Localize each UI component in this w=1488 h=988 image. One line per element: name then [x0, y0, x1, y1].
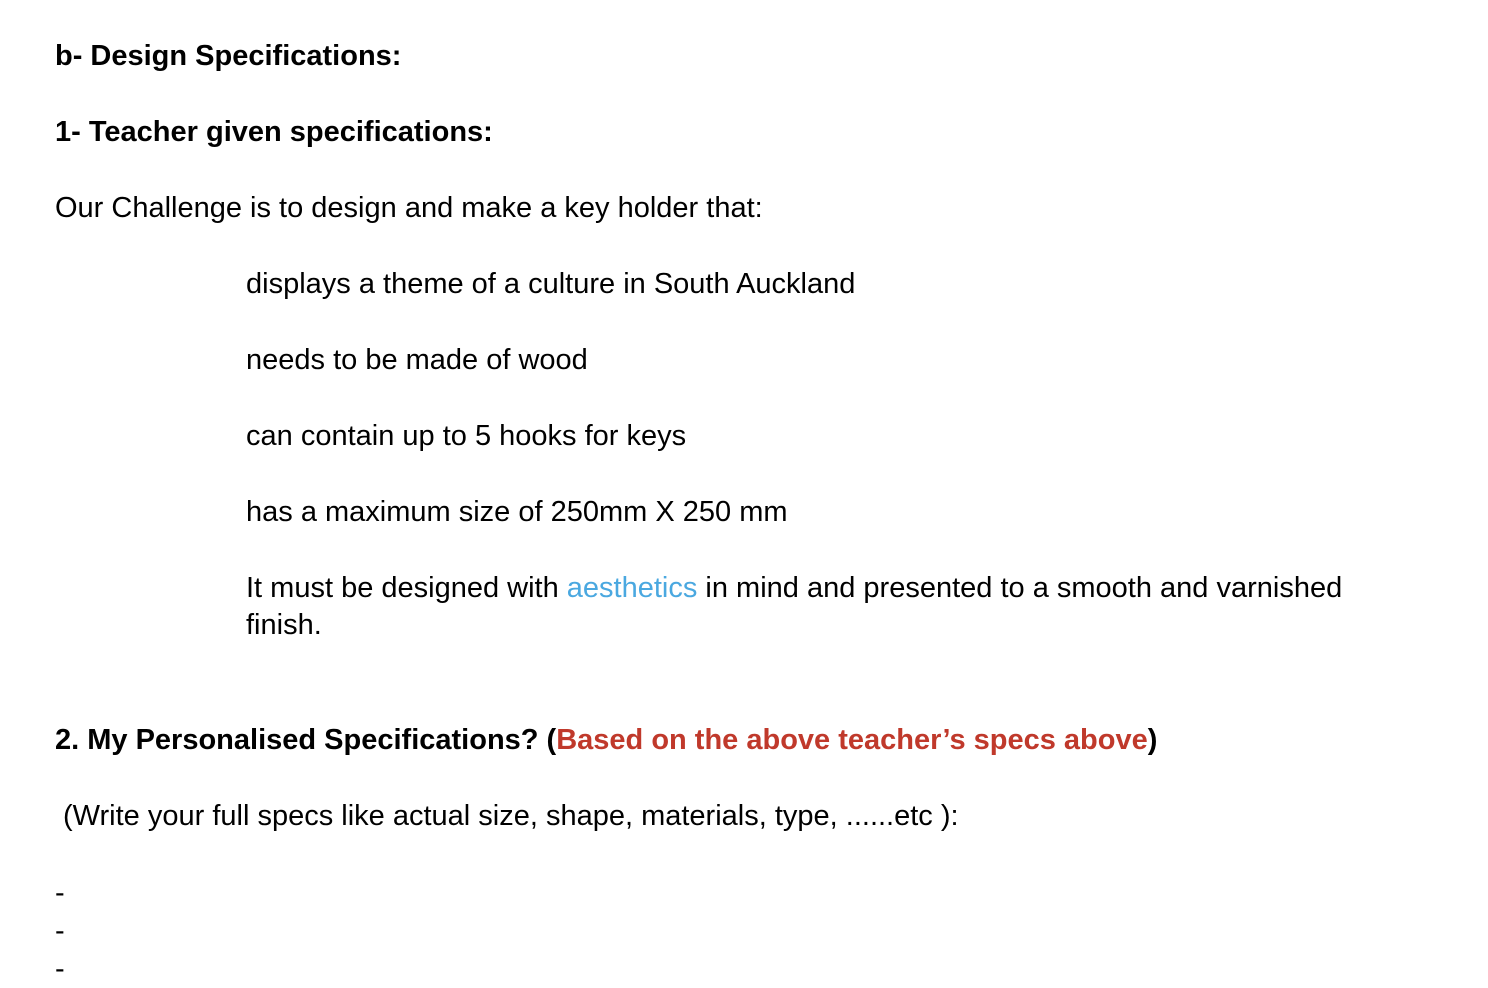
bullet-dash: -: [55, 953, 65, 985]
subheading-teacher-specs: 1- Teacher given specifications:: [55, 116, 493, 148]
spec-item-wood: needs to be made of wood: [246, 344, 588, 376]
bullet-dash: -: [55, 877, 65, 909]
subheading-personalised-specs: [55, 722, 1157, 759]
personalised-highlight: Based on the above teacher’s specs above: [556, 724, 1148, 756]
aesthetics-continuation: finish.: [246, 609, 322, 641]
personalised-suffix: ): [1147, 724, 1158, 756]
personalised-prefix: 2. My Personalised Specifications? (: [55, 724, 557, 756]
spec-item-hooks: can contain up to 5 hooks for keys: [246, 420, 687, 452]
section-heading-design-specs: b- Design Specifications:: [55, 40, 402, 72]
instruction-text: (Write your full specs like actual size, shape, materials, type, ......etc ):: [63, 800, 959, 832]
aesthetics-prefix: It must be designed with: [246, 572, 567, 604]
challenge-intro: Our Challenge is to design and make a key holder that:: [55, 192, 763, 224]
aesthetics-suffix: in mind and presented to a smooth and varnished: [697, 572, 1343, 604]
aesthetics-link[interactable]: aesthetics: [566, 572, 698, 604]
spec-item-max-size: has a maximum size of 250mm X 250 mm: [246, 496, 788, 528]
spec-item-aesthetics: [246, 570, 1342, 607]
bullet-dash: -: [55, 915, 65, 947]
spec-item-culture-theme: displays a theme of a culture in South Auckland: [246, 268, 856, 300]
